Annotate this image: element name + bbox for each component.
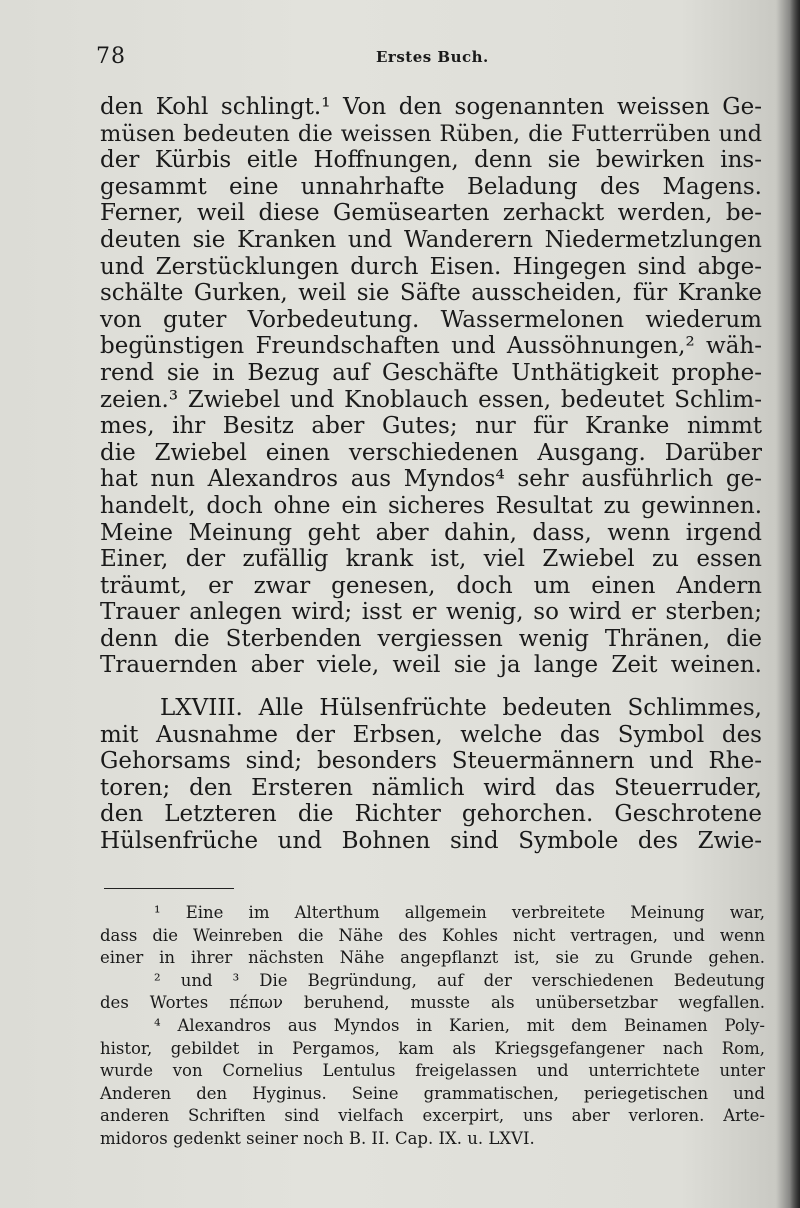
text-line: die Zwiebel einen verschiedenen Ausgang. Darüber [100,439,762,466]
footnote-line: des Wortes πέπων beruhend, musste als unübersetzbar wegfallen. [100,993,765,1013]
text-line: mes, ihr Besitz aber Gutes; nur für Kranke nimmt [100,413,762,440]
text-line: Einer, der zufällig krank ist, viel Zwiebel zu essen [100,546,762,573]
text-line: den Kohl schlingt.¹ Von den sogenannten weissen Ge- [100,94,762,120]
footnote-line: Anderen den Hyginus. Seine grammatischen, periegetischen und [100,1083,765,1103]
footnote-line: midoros gedenkt seiner noch B. II. Cap. IX. u. LXVI. [100,1128,535,1148]
footnote-line: ¹ Eine im Alterthum allgemein verbreitete Meinung war, [154,903,765,922]
text-line: von guter Vorbedeutung. Wassermelonen wiederum [100,306,762,333]
footnote-line: wurde von Cornelius Lentulus freigelassen und unterrichtete unter [100,1061,765,1081]
text-line: toren; den Ersteren nämlich wird das Steuerruder, [100,774,762,801]
text-line: begünstigen Freundschaften und Aussöhnungen,² wäh- [100,333,762,360]
footnote-line: ⁴ Alexandros aus Myndos in Karien, mit dem Beinamen Poly- [154,1015,765,1035]
text-line: denn die Sterbenden vergiessen wenig Thränen, die [100,625,762,652]
footnote-line: einer in ihrer nächsten Nähe angepflanzt ist, sie zu Grunde gehen. [100,948,765,968]
text-line: Trauer anlegen wird; isst er wenig, so wird er sterben; [100,599,762,626]
text-line: Hülsenfrüche und Bohnen sind Symbole des Zwie- [100,828,762,855]
text-line: träumt, er zwar genesen, doch um einen Andern [100,572,762,599]
footnotes [100,902,765,1151]
footnote-line: dass die Weinreben die Nähe des Kohles nicht vertragen, und wenn [100,925,765,945]
text-line: und Zerstücklungen durch Eisen. Hingegen sind abge- [100,253,762,280]
text-line: hat nun Alexandros aus Myndos⁴ sehr ausführlich ge- [100,466,762,493]
text-line: Ferner, weil diese Gemüsearten zerhackt werden, be- [100,200,762,227]
text-line: mit Ausnahme der Erbsen, welche das Symbol des [100,721,762,748]
text-line: Trauernden aber viele, weil sie ja lange Zeit weinen. [100,652,762,679]
footnote-line: ² und ³ Die Begründung, auf der verschiedenen Bedeutung [154,970,765,990]
footnote-line: anderen Schriften sind vielfach excerpirt, uns aber verloren. Arte- [100,1106,765,1126]
running-head: Erstes Buch. [376,48,489,66]
text-line: Meine Meinung geht aber dahin, dass, wenn irgend [100,519,762,546]
section-heading-line: LXVIII. Alle Hülsenfrüchte bedeuten Schlimmes, [160,695,762,722]
text-line: zeien.³ Zwiebel und Knoblauch essen, bedeutet Schlim- [100,386,762,413]
page-header [96,44,766,76]
text-line: rend sie in Bezug auf Geschäfte Unthätigkeit prophe- [100,359,762,386]
footnote-rule [104,888,234,889]
paragraph-gap [100,679,762,695]
page-number: 78 [96,44,126,69]
main-text [100,94,762,855]
text-line: schälte Gurken, weil sie Säfte ausscheiden, für Kranke [100,280,762,307]
text-line: müsen bedeuten die weissen Rüben, die Futterrüben und [100,120,762,147]
text-line: Gehorsams sind; besonders Steuermännern und Rhe- [100,748,762,775]
text-line: handelt, doch ohne ein sicheres Resultat zu gewinnen. [100,492,762,519]
text-line: gesammt eine unnahrhafte Beladung des Magens. [100,173,762,200]
footnote-line: histor, gebildet in Pergamos, kam als Kriegsgefangener nach Rom, [100,1038,765,1058]
text-line: den Letzteren die Richter gehorchen. Geschrotene [100,801,762,828]
text-line: der Kürbis eitle Hoffnungen, denn sie bewirken ins- [100,147,762,174]
page-edge-shadow [790,0,800,1208]
text-line: deuten sie Kranken und Wanderern Niedermetzlungen [100,226,762,253]
